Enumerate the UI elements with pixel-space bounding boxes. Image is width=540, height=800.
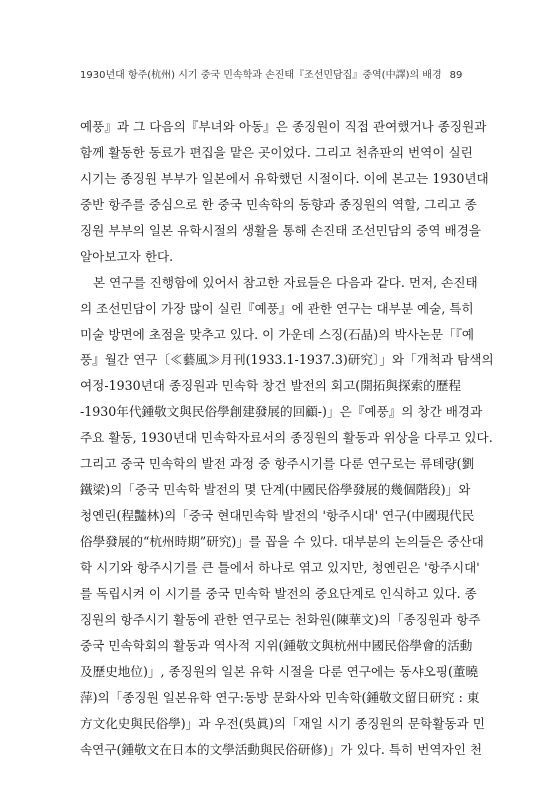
text-line: 鐵梁)의「중국 민속학 발전의 몇 단계(中國民俗學發展的幾個階段)」와 — [80, 482, 471, 498]
text-line: 징원 부부의 일본 유학시절의 생활을 통해 손진태 조선민담의 중역 배경을 — [80, 222, 481, 238]
text-line: 예풍』과 그 다음의『부녀와 아동』은 종징원이 직접 관여했거나 종징원과 — [80, 119, 487, 134]
text-line: 본 연구를 진행함에 있어서 참고한 자료들은 다음과 같다. 먼저, 손진태 — [93, 274, 478, 290]
running-header — [80, 66, 463, 81]
text-line: 함께 활동한 동료가 편집을 맡은 곳이었다. 그리고 천츄판의 번역이 실린 — [80, 144, 473, 160]
text-line: 俗學發展的“杭州時期”研究)」를 꼽을 수 있다. 대부분의 논의들은 중산대 — [80, 534, 484, 549]
text-line: 를 독립시켜 이 시기를 중국 민속학 발전의 중요단계로 인식하고 있다. 종 — [80, 585, 477, 601]
text-line: -1930年代鍾敬文與民俗學創建發展的回顧-)」은『예풍』의 창간 배경과 — [80, 404, 483, 420]
text-line: 알아보고자 한다. — [80, 248, 174, 264]
text-line: 징원의 항주시기 활동에 관한 연구로는 천화원(陳華文)의「종징원과 항주 — [80, 611, 481, 627]
body-text — [80, 114, 494, 762]
text-line: 方文化史與民俗學)」과 우전(吳眞)의「재일 시기 종징원의 문학활동과 민 — [80, 715, 485, 731]
text-line: 중국 민속학회의 활동과 역사적 지위(鍾敬文與杭州中國民俗學會的活動 — [80, 637, 473, 653]
page-number: 89 — [449, 70, 463, 81]
text-line: 청옌린(程豔林)의「중국 현대민속학 발전의 '항주시대' 연구(中國現代民 — [80, 508, 475, 524]
text-line: 미술 방면에 초점을 맞추고 있다. 이 가운데 스징(石晶)의 박사논문「『예 — [80, 326, 475, 342]
text-line: 及歷史地位)」, 종징원의 일본 유학 시절을 다룬 연구에는 동샤오핑(董曉 — [80, 663, 479, 679]
text-line: 萍)의「종징원 일본유학 연구:동방 문화사와 민속학(鍾敬文留日研究 : 東 — [80, 689, 480, 705]
text-line: 중반 항주를 중심으로 한 중국 민속학의 동향과 종징원의 역할, 그리고 종 — [80, 196, 477, 212]
text-line: 여정-1930년대 종징원과 민속학 창건 발전의 회고(開拓與探索的歷程 — [80, 378, 461, 394]
running-title: 1930년대 항주(杭州) 시기 중국 민속학과 손진태『조선민담집』중역(中譯)의 배경 — [80, 70, 442, 81]
text-line: 의 조선민담이 가장 많이 실린『예풍』에 관한 연구는 대부분 예술, 특히 — [80, 300, 474, 316]
text-line: 풍』월간 연구〔≪藝風≫月刊(1933.1-1937.3)研究〕」와「개척과 탐색의 — [80, 352, 494, 368]
text-line: 속연구(鍾敬文在日本的文學活動與民俗研修)」가 있다. 특히 번역자인 천 — [80, 741, 483, 757]
text-line: 학 시기와 항주시기를 큰 틀에서 하나로 엮고 있지만, 청옌린은 '항주시대' — [80, 559, 480, 575]
text-line: 주요 활동, 1930년대 민속학자료서의 종징원의 활동과 위상을 다루고 있다. — [80, 430, 493, 446]
text-line: 그리고 중국 민속학의 발전 과정 중 항주시기를 다룬 연구로는 류톄량(劉 — [80, 456, 475, 472]
text-line: 시기는 종징원 부부가 일본에서 유학했던 시절이다. 이에 본고는 1930년대 — [80, 170, 489, 186]
